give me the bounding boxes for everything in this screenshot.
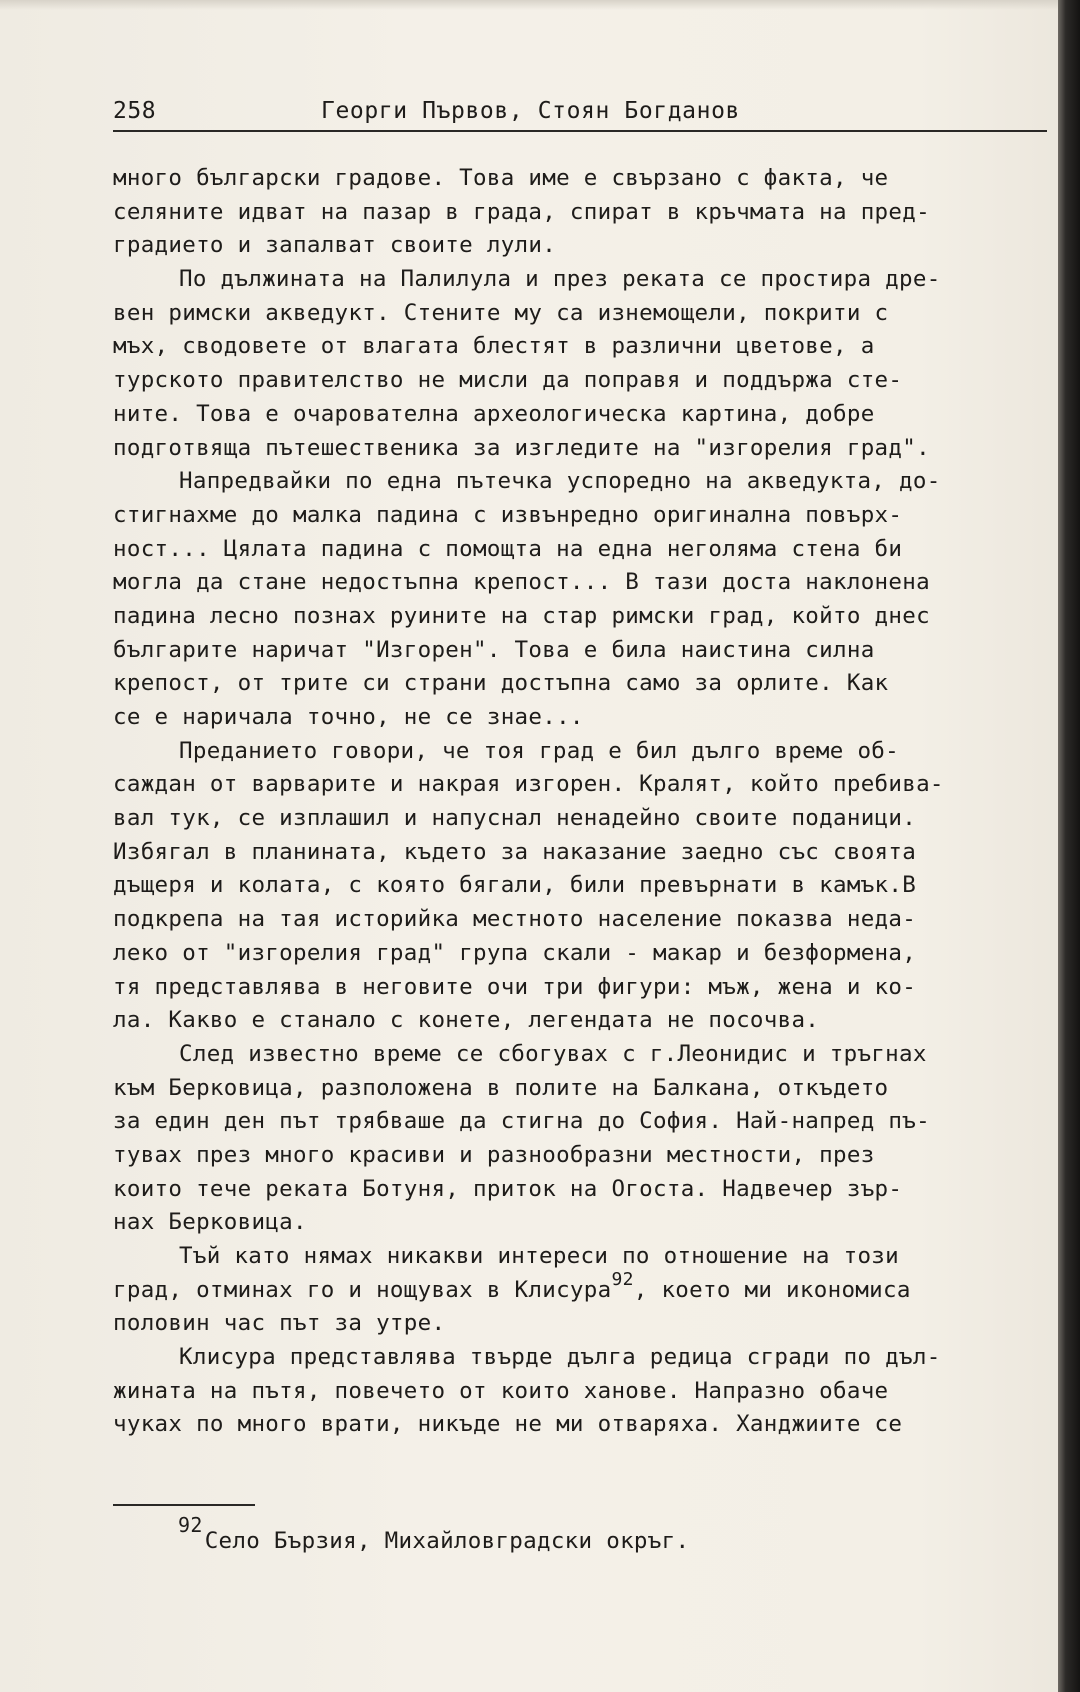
footnote-text: Село Бързия, Михайловградски окръг. <box>204 1528 690 1554</box>
text-line: подготвяща пътешественика за изгледите на "изгорелия град". <box>113 434 930 461</box>
text-line: чуках по много врати, никъде не ми отваряха. Ханджиите се <box>113 1411 903 1438</box>
text-line: нах Берковица. <box>113 1209 307 1236</box>
text-line: дъщеря и колата, с която бягали, били превърнати в камък.В <box>113 872 917 899</box>
text-line: жината на пътя, повечето от които ханове. Напразно обаче <box>113 1377 889 1404</box>
footnote-number: 92 <box>178 1513 203 1537</box>
paragraph-start-line: Тъй като нямах никакви интереси по отношение на този <box>179 1243 899 1269</box>
text-line: мъх, сводовете от влагата блестят в различни цветове, а <box>113 333 875 360</box>
text-segment: , което ми икономиса <box>633 1276 911 1303</box>
text-line: половин час път за утре. <box>113 1310 446 1337</box>
paragraph-start-line: Преданието говори, че тоя град е бил дълго време об- <box>179 737 899 764</box>
text-line: стигнахме до малка падина с извънредно оригинална повърх- <box>113 501 903 528</box>
text-line: вал тук, се изплашил и напуснал ненадейно своите поданици. <box>113 805 917 832</box>
text-segment: град, отминах го и нощувах в Клисура <box>113 1276 612 1303</box>
text-line: градието и запалват своите лули. <box>113 232 557 259</box>
footnote <box>178 1513 690 1554</box>
text-line: вен римски акведукт. Стените му са изнемощели, покрити с <box>113 299 889 326</box>
text-line: Избягал в планината, където за наказание заедно със своята <box>113 838 917 865</box>
paragraph-start-line: След известно време се сбогувах с г.Леонидис и тръгнах <box>179 1040 927 1067</box>
paragraph-start-line: Напредвайки по една пътечка успоредно на акведукта, до- <box>179 468 941 495</box>
text-line: саждан от варварите и накрая изгорен. Кралят, който пребива- <box>113 771 944 798</box>
paragraph-start-line: По дължината на Палилула и през реката се простира дре- <box>179 266 941 293</box>
page-header <box>113 96 1047 132</box>
text-line: към Берковица, разположена в полите на Балкана, откъдето <box>113 1074 889 1101</box>
text-line-with-footnote-ref <box>113 1268 1047 1308</box>
text-line: тувах през много красиви и разнообразни местности, през <box>113 1141 875 1168</box>
page-top-shadow <box>0 0 1080 10</box>
text-line: селяните идват на пазар в града, спират в кръчмата на пред- <box>113 198 930 225</box>
text-line: се е наричала точно, не се знае... <box>113 704 584 730</box>
text-line: ните. Това е очарователна археологическа картина, добре <box>113 400 875 427</box>
footnote-reference[interactable]: 92 <box>611 1268 634 1290</box>
text-line: които тече реката Ботуня, приток на Огоста. Надвечер зър- <box>113 1175 903 1202</box>
text-line: тя представлява в неговите очи три фигури: мъж, жена и ко- <box>113 973 917 1000</box>
text-line: леко от "изгорелия град" група скали - макар и безформена, <box>113 939 917 966</box>
text-line: подкрепа на тая историйка местното население показва неда- <box>113 906 917 933</box>
page-number: 258 <box>113 98 157 124</box>
text-line: турското правителство не мисли да поправя и поддържа сте- <box>113 367 903 394</box>
text-line: ност... Цялата падина с помощта на една неголяма стена би <box>113 535 903 562</box>
text-line: за един ден път трябваше да стигна до София. Най-напред пъ- <box>113 1108 930 1135</box>
text-line: много български градове. Това име е свързано с факта, че <box>113 165 889 191</box>
text-line: могла да стане недостъпна крепост... В тази доста наклонена <box>113 569 930 596</box>
paragraph-start-line: Клисура представлява твърде дълга редица сгради по дъл- <box>179 1344 941 1371</box>
binding-shadow <box>1058 0 1080 1692</box>
text-line: падина лесно познах руините на стар римски град, който днес <box>113 602 930 629</box>
footnote-divider <box>113 1504 255 1506</box>
running-head: Георги Първов, Стоян Богданов <box>321 98 740 124</box>
body-text <box>113 162 1047 1442</box>
text-line: крепост, от трите си страни достъпна само за орлите. Как <box>113 670 889 697</box>
text-line: българите наричат "Изгорен". Това е била наистина силна <box>113 636 875 663</box>
text-line: ла. Какво е станало с конете, легендата не посочва. <box>113 1007 820 1034</box>
